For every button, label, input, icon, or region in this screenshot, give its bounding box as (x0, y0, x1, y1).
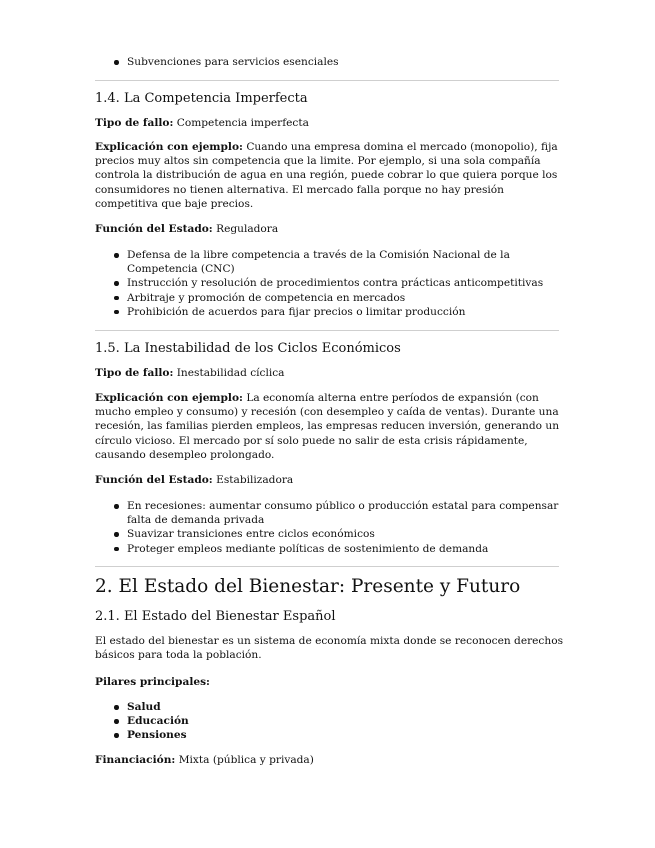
list-item: En recesiones: aumentar consumo público o producción estatal para compensar falta de demanda privada (111, 499, 565, 527)
bullet-icon (114, 705, 119, 710)
pilares-label: Pilares principales: (95, 676, 210, 688)
bullet-icon (114, 296, 119, 301)
bullet-icon (114, 60, 119, 65)
explicacion-label: Explicación con ejemplo: (95, 141, 243, 153)
funcion-line (95, 222, 565, 236)
explicacion-paragraph (95, 140, 565, 211)
financiacion-line (95, 753, 565, 767)
section-heading-2: 2. El Estado del Bienestar: Presente y Futuro (95, 576, 521, 597)
funcion-list-1-4 (111, 248, 565, 319)
top-bullet-list (111, 55, 565, 69)
fallo-label: Tipo de fallo: (95, 367, 174, 379)
list-item: Salud (111, 700, 565, 714)
funcion-label: Función del Estado: (95, 223, 213, 235)
explicacion-paragraph (95, 391, 565, 462)
list-item: Defensa de la libre competencia a través de la Comisión Nacional de la Competencia (CNC) (111, 248, 565, 276)
funcion-value: Reguladora (216, 223, 279, 235)
section-heading-1-5: 1.5. La Inestabilidad de los Ciclos Económicos (95, 341, 401, 356)
bullet-icon (114, 547, 119, 552)
fallo-line (95, 116, 565, 130)
intro-paragraph: El estado del bienestar es un sistema de economía mixta donde se reconocen derechos básicos para toda la población. (95, 635, 564, 662)
funcion-list-1-5 (111, 499, 565, 556)
bullet-icon (114, 281, 119, 286)
list-item: Proteger empleos mediante políticas de sostenimiento de demanda (111, 542, 565, 556)
list-item: Instrucción y resolución de procedimientos contra prácticas anticompetitivas (111, 276, 565, 290)
list-item: Suavizar transiciones entre ciclos económicos (111, 527, 565, 541)
section-divider (95, 80, 559, 81)
section-heading-1-4: 1.4. La Competencia Imperfecta (95, 91, 308, 106)
section-heading-2-1: 2.1. El Estado del Bienestar Español (95, 609, 336, 624)
explicacion-text: Cuando una empresa domina el mercado (monopolio), fija precios muy altos sin competencia que la limite. Por ejemplo, si una sola compañía controla la distribución de agua en una región, puede cobrar lo que quiera porque los consumidores no tienen alternativa. El mercado falla porque no hay presión competitiva que baje precios. (95, 141, 558, 210)
funcion-line (95, 473, 565, 487)
bullet-icon (114, 733, 119, 738)
financiacion-label: Financiación: (95, 754, 176, 766)
section-divider (95, 566, 559, 567)
funcion-label: Función del Estado: (95, 474, 213, 486)
list-item: Educación (111, 714, 565, 728)
list-item: Subvenciones para servicios esenciales (111, 55, 565, 69)
list-item: Prohibición de acuerdos para fijar precios o limitar producción (111, 305, 565, 319)
bullet-icon (114, 253, 119, 258)
explicacion-label: Explicación con ejemplo: (95, 392, 243, 404)
fallo-line (95, 366, 565, 380)
bullet-icon (114, 719, 119, 724)
explicacion-text: La economía alterna entre períodos de expansión (con mucho empleo y consumo) y recesión (con desempleo y caída de ventas). Durante una recesión, las familias pierden empleos, las empresas reducen inversión, generando un círculo vicioso. El mercado por sí solo puede no salir de esta crisis rápidamente, causando desempleo prolongado. (95, 392, 560, 461)
list-item: Pensiones (111, 728, 565, 742)
bullet-icon (114, 504, 119, 509)
fallo-value: Inestabilidad cíclica (176, 367, 285, 379)
fallo-label: Tipo de fallo: (95, 117, 174, 129)
fallo-value: Competencia imperfecta (176, 117, 309, 129)
funcion-value: Estabilizadora (216, 474, 294, 486)
financiacion-value: Mixta (pública y privada) (178, 754, 314, 766)
bullet-icon (114, 310, 119, 315)
pilares-list (111, 700, 565, 743)
bullet-icon (114, 532, 119, 537)
list-item: Arbitraje y promoción de competencia en mercados (111, 291, 565, 305)
section-divider (95, 330, 559, 331)
